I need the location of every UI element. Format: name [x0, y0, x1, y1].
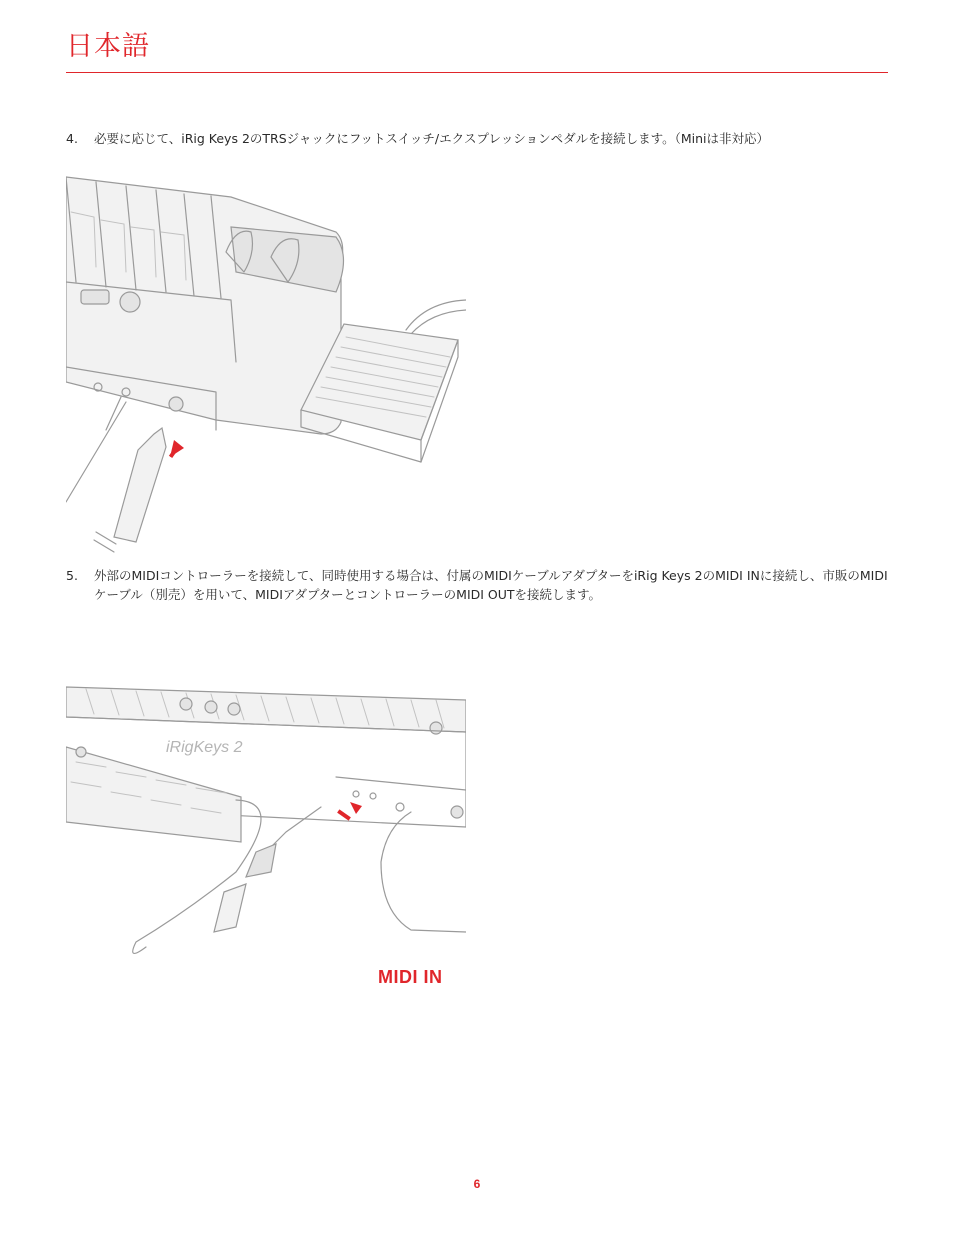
- title-divider: [66, 72, 888, 73]
- step-5: [66, 566, 888, 604]
- midi-in-callout: MIDI IN: [378, 967, 443, 987]
- midi-connection-illustration: [66, 662, 466, 962]
- step-number: 4.: [66, 131, 78, 146]
- page-title: 日本語: [66, 31, 150, 62]
- step-text: 必要に応じて、iRig Keys 2のTRSジャックにフットスイッチ/エクスプレッションペダルを接続します。（Miniは非対応）: [94, 131, 770, 146]
- step-4: [66, 129, 896, 148]
- step-number: 5.: [66, 568, 78, 583]
- irig-logo: iRigKeys 2: [166, 739, 243, 756]
- step-text: 外部のMIDIコントローラーを接続して、同時使用する場合は、付属のMIDIケーブルアダプターをiRig Keys 2のMIDI INに接続し、市販のMIDIケーブル（別売）を用いて、MIDIアダプターとコントローラーのMIDI OUTを接続します。: [94, 568, 888, 602]
- pedal-connection-illustration: [66, 172, 466, 557]
- page-number: 6: [473, 1177, 481, 1191]
